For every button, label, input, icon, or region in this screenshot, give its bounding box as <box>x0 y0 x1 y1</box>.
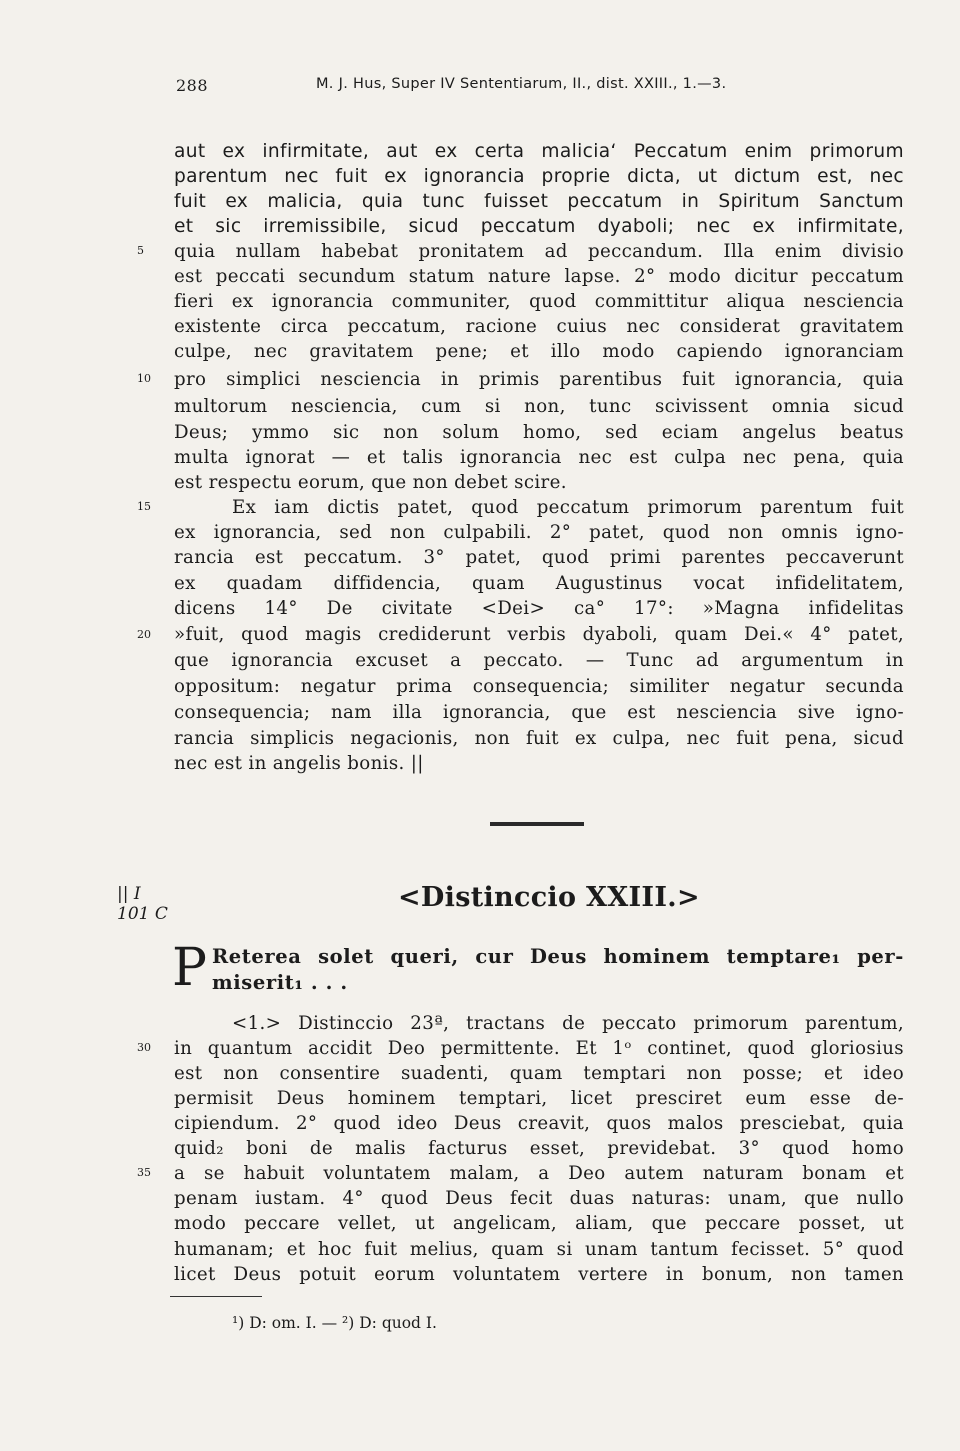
text-line: que ignorancia excuset a peccato. — Tunc ad argumentum in <box>174 650 904 671</box>
text-line: in quantum accidit Deo permittente. Et 1ᵒ continet, quod gloriosius <box>174 1038 904 1059</box>
text-line: est peccati secundum statum nature lapse. 2° modo dicitur peccatum <box>174 266 904 287</box>
line-number: 10 <box>137 372 151 385</box>
line-number: 35 <box>137 1166 151 1179</box>
text-line: »fuit, quod magis crediderunt verbis dyaboli, quam Dei.« 4° patet, <box>174 624 904 645</box>
text-line: permisit Deus hominem temptari, licet presciret eum esse de- <box>174 1088 904 1109</box>
line-number: 15 <box>137 500 151 513</box>
text-line: pro simplici nesciencia in primis parentibus fuit ignorancia, quia <box>174 369 904 390</box>
text-line: multa ignorat — et talis ignorancia nec est culpa nec pena, quia <box>174 447 904 468</box>
text-line: licet Deus potuit eorum voluntatem vertere in bonum, non tamen <box>174 1264 904 1285</box>
line-number: 30 <box>137 1041 151 1054</box>
lemma-line: Reterea solet queri, cur Deus hominem temptare₁ per- <box>212 945 904 968</box>
text-line: quia nullam habebat pronitatem ad peccandum. Illa enim divisio <box>174 241 904 262</box>
text-line: aut ex infirmitate, aut ex certa malicia‘ Peccatum enim primorum <box>174 141 904 162</box>
text-line: rancia est peccatum. 3° patet, quod primi parentes peccaverunt <box>174 547 904 568</box>
drop-cap: P <box>172 938 207 998</box>
text-line: fuit ex malicia, quia tunc fuisset peccatum in Spiritum Sanctum <box>174 191 904 212</box>
margin-ref-line: || I <box>117 884 141 904</box>
text-line: Ex iam dictis patet, quod peccatum primorum parentum fuit <box>232 497 904 518</box>
text-line: fieri ex ignorancia communiter, quod committitur aliqua nesciencia <box>174 291 904 312</box>
text-line: ex ignorancia, sed non culpabili. 2° patet, quod non omnis igno- <box>174 522 904 543</box>
section-divider <box>490 822 584 826</box>
text-line: est respectu eorum, que non debet scire. <box>174 472 567 493</box>
text-line: culpe, nec gravitatem pene; et illo modo capiendo ignoranciam <box>174 341 904 362</box>
footnote: ¹) D: om. I. — ²) D: quod I. <box>232 1314 437 1332</box>
text-line: quid₂ boni de malis facturus esset, previdebat. 3° quod homo <box>174 1138 904 1159</box>
running-title: M. J. Hus, Super IV Sententiarum, II., dist. XXIII., 1.—3. <box>316 76 727 92</box>
margin-ref-line: 101 C <box>117 904 168 924</box>
text-line: humanam; et hoc fuit melius, quam si unam tantum fecisset. 5° quod <box>174 1239 904 1260</box>
text-line: est non consentire suadenti, quam temptari non posse; et ideo <box>174 1063 904 1084</box>
lemma-line: miserit₁ . . . <box>212 971 348 994</box>
text-line: existente circa peccatum, racione cuius nec considerat gravitatem <box>174 316 904 337</box>
text-line: ex quadam diffidencia, quam Augustinus vocat infidelitatem, <box>174 573 904 594</box>
margin-reference <box>117 884 168 924</box>
text-line: nec est in angelis bonis. || <box>174 753 424 774</box>
text-line: Deus; ymmo sic non solum homo, sed eciam angelus beatus <box>174 422 904 443</box>
page-header <box>176 76 906 100</box>
line-number: 5 <box>137 244 144 257</box>
text-line: parentum nec fuit ex ignorancia proprie dicta, ut dictum est, nec <box>174 166 904 187</box>
text-line: consequencia; nam illa ignorancia, que est nesciencia sive igno- <box>174 702 904 723</box>
text-line: dicens 14° De civitate <Dei> ca° 17°: »Magna infidelitas <box>174 598 904 619</box>
text-line: oppositum: negatur prima consequencia; similiter negatur secunda <box>174 676 904 697</box>
text-line: cipiendum. 2° quod ideo Deus creavit, quos malos presciebat, quia <box>174 1113 904 1134</box>
footnote-rule <box>170 1296 262 1297</box>
text-line: a se habuit voluntatem malam, a Deo autem naturam bonam et <box>174 1163 904 1184</box>
text-line: multorum nesciencia, cum si non, tunc scivissent omnia sicud <box>174 396 904 417</box>
text-line: penam iustam. 4° quod Deus fecit duas naturas: unam, que nullo <box>174 1188 904 1209</box>
text-line: et sic irremissibile, sicud peccatum dyaboli; nec ex infirmitate, <box>174 216 904 237</box>
text-line: rancia simplicis negacionis, non fuit ex culpa, nec fuit pena, sicud <box>174 728 904 749</box>
section-title: <Distinccio XXIII.> <box>398 882 700 913</box>
page-number: 288 <box>176 76 209 95</box>
text-line: <1.> Distinccio 23ª, tractans de peccato primorum parentum, <box>232 1013 904 1034</box>
line-number: 20 <box>137 628 151 641</box>
text-line: modo peccare vellet, ut angelicam, aliam, que peccare posset, ut <box>174 1213 904 1234</box>
